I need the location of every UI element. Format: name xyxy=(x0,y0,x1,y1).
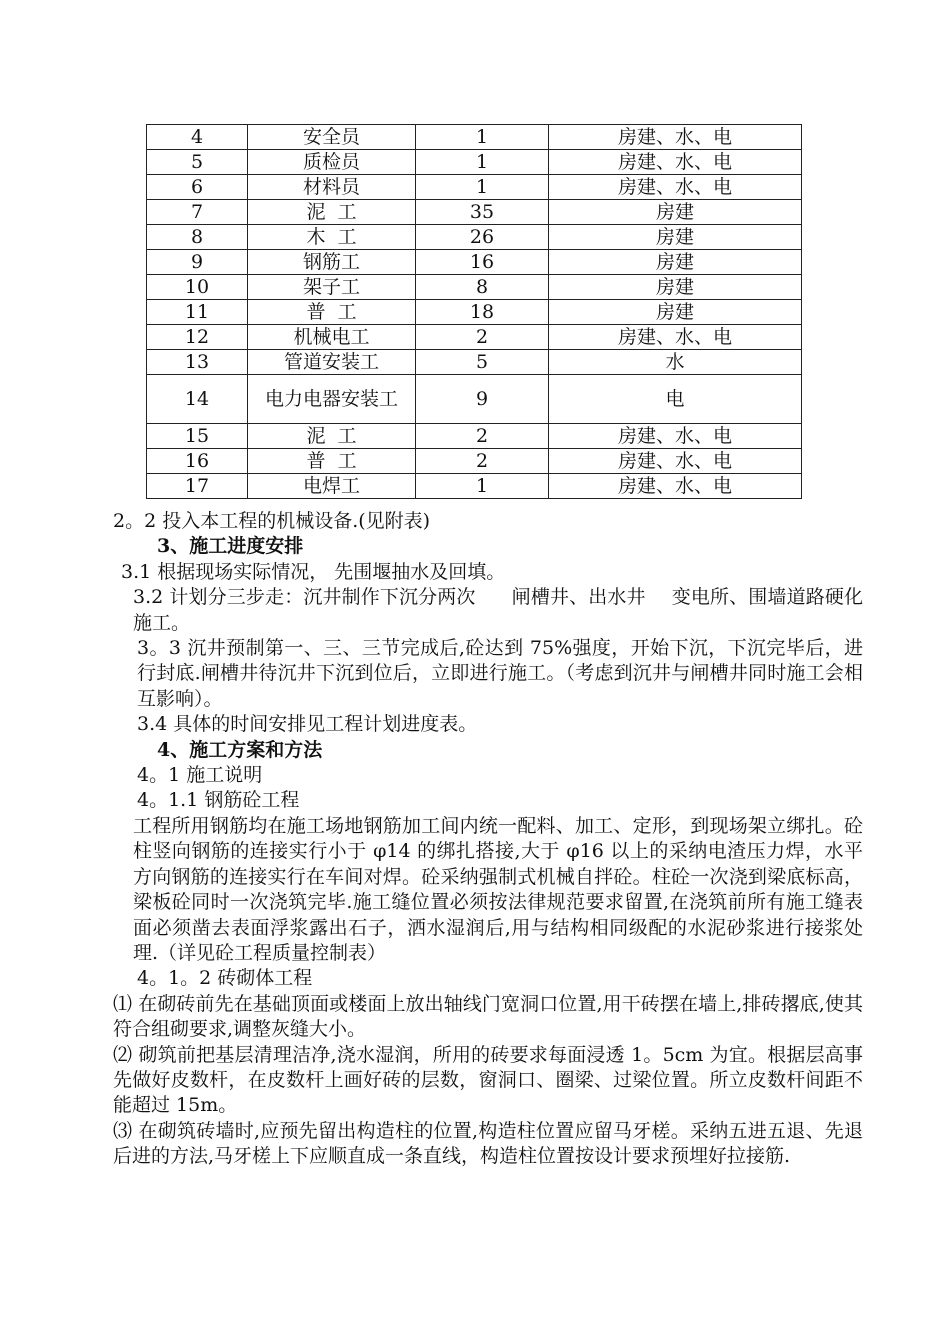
staff-table-body xyxy=(147,125,802,499)
cell-count: 18 xyxy=(416,300,549,325)
table-row xyxy=(147,474,802,499)
cell-number: 5 xyxy=(147,150,248,175)
cell-count: 16 xyxy=(416,250,549,275)
cell-count: 35 xyxy=(416,200,549,225)
cell-number: 6 xyxy=(147,175,248,200)
cell-role: 机械电工 xyxy=(248,325,416,350)
section-3-2-part1: 3.2 计划分三步走：沉井制作下沉分两次 xyxy=(133,586,476,609)
cell-number: 14 xyxy=(147,375,248,424)
cell-scope: 房建、水、电 xyxy=(549,125,802,150)
cell-scope: 房建 xyxy=(549,225,802,250)
section-3-3: 3。3 沉井预制第一、三、三节完成后,砼达到 75%强度，开始下沉，下沉完毕后，进行封底.闸槽井待沉井下沉到位后，立即进行施工。（考虑到沉井与闸槽井同时施工会相互影响）。 xyxy=(137,637,863,710)
section-3-4: 3.4 具体的时间安排见工程计划进度表。 xyxy=(137,713,478,736)
cell-count: 1 xyxy=(416,150,549,175)
cell-scope: 房建、水、电 xyxy=(549,175,802,200)
cell-scope: 房建 xyxy=(549,250,802,275)
cell-role: 安全员 xyxy=(248,125,416,150)
cell-number: 16 xyxy=(147,449,248,474)
cell-number: 12 xyxy=(147,325,248,350)
cell-number: 15 xyxy=(147,424,248,449)
cell-scope: 房建 xyxy=(549,300,802,325)
section-3-2 xyxy=(113,585,863,636)
table-row xyxy=(147,175,802,200)
cell-role: 管道安装工 xyxy=(248,350,416,375)
section-2-2: 2。2 投入本工程的机械设备.(见附表) xyxy=(113,510,431,532)
cell-number: 13 xyxy=(147,350,248,375)
list-item-1: ⑴ 在砌砖前先在基础顶面或楼面上放出轴线门宽洞口位置,用干砖摆在墙上,排砖撂底,使其符合组砌要求,调整灰缝大小。 xyxy=(113,992,863,1041)
cell-role: 架子工 xyxy=(248,275,416,300)
table-row xyxy=(147,250,802,275)
cell-count: 1 xyxy=(416,175,549,200)
document-body xyxy=(113,509,863,1170)
cell-scope: 房建、水、电 xyxy=(549,325,802,350)
cell-count: 5 xyxy=(416,350,549,375)
cell-scope: 房建、水、电 xyxy=(549,474,802,499)
cell-count: 9 xyxy=(416,375,549,424)
section-3-1: 3.1 根据现场实际情况， 先围堰抽水及回填。 xyxy=(121,560,506,583)
cell-role: 电力电器安装工 xyxy=(248,375,416,424)
cell-number: 4 xyxy=(147,125,248,150)
cell-count: 2 xyxy=(416,325,549,350)
cell-number: 17 xyxy=(147,474,248,499)
cell-count: 1 xyxy=(416,474,549,499)
cell-scope: 房建、水、电 xyxy=(549,449,802,474)
cell-number: 7 xyxy=(147,200,248,225)
cell-scope: 房建 xyxy=(549,200,802,225)
cell-role: 普 工 xyxy=(248,300,416,325)
staff-table xyxy=(146,124,802,499)
cell-scope: 水 xyxy=(549,350,802,375)
table-row xyxy=(147,375,802,424)
table-row xyxy=(147,225,802,250)
table-row xyxy=(147,300,802,325)
cell-role: 钢筋工 xyxy=(248,250,416,275)
section-4-1-2: 4。1。2 砖砌体工程 xyxy=(137,967,313,990)
paragraph-rebar-concrete: 工程所用钢筋均在施工场地钢筋加工间内统一配料、加工、定形，到现场架立绑扎。砼柱竖向钢筋的连接实行小于 φ14 的绑扎搭接,大于 φ16 以上的采纳电渣压力焊，水平方向钢筋的连接实行在车间对焊。砼采纳强制式机械自拌砼。柱砼一次浇到梁底标高，梁板砼同时一次浇筑完毕.施工缝位置必须按法律规范要求留置,在浇筑前所有施工缝表面必须凿去表面浮浆露出石子，洒水湿润后,用与结构相同级配的水泥砂浆进行接浆处理.（详见砼工程质量控制表） xyxy=(133,814,863,964)
cell-role: 泥 工 xyxy=(248,200,416,225)
table-row xyxy=(147,150,802,175)
section-3-2-part3: 变电所、围墙道路硬化施工。 xyxy=(133,586,863,634)
cell-role: 材料员 xyxy=(248,175,416,200)
cell-role: 木 工 xyxy=(248,225,416,250)
table-row xyxy=(147,275,802,300)
cell-number: 10 xyxy=(147,275,248,300)
table-row xyxy=(147,125,802,150)
cell-count: 1 xyxy=(416,125,549,150)
section-3-2-part2: 闸槽井、出水井 xyxy=(511,586,646,609)
section-4-1-1: 4。1.1 钢筋砼工程 xyxy=(137,789,300,812)
cell-number: 8 xyxy=(147,225,248,250)
table-row xyxy=(147,449,802,474)
heading-schedule: 3、施工进度安排 xyxy=(157,535,304,558)
table-row xyxy=(147,350,802,375)
cell-scope: 电 xyxy=(549,375,802,424)
cell-scope: 房建 xyxy=(549,275,802,300)
table-row xyxy=(147,200,802,225)
cell-number: 11 xyxy=(147,300,248,325)
cell-count: 2 xyxy=(416,449,549,474)
cell-count: 8 xyxy=(416,275,549,300)
cell-scope: 房建、水、电 xyxy=(549,150,802,175)
cell-number: 9 xyxy=(147,250,248,275)
heading-methods: 4、施工方案和方法 xyxy=(157,738,323,761)
cell-role: 普 工 xyxy=(248,449,416,474)
cell-role: 泥 工 xyxy=(248,424,416,449)
list-item-3: ⑶ 在砌筑砖墙时,应预先留出构造柱的位置,构造柱位置应留马牙槎。采纳五进五退、先退后进的方法,马牙槎上下应顺直成一条直线，构造柱位置按设计要求预埋好拉接筋. xyxy=(113,1119,863,1168)
table-row xyxy=(147,325,802,350)
cell-role: 电焊工 xyxy=(248,474,416,499)
section-4-1: 4。1 施工说明 xyxy=(137,764,263,787)
cell-count: 2 xyxy=(416,424,549,449)
list-item-2: ⑵ 砌筑前把基层清理洁净,浇水湿润，所用的砖要求每面浸透 1。5cm 为宜。根据层高事先做好皮数杆，在皮数杆上画好砖的层数，窗洞口、圈梁、过梁位置。所立皮数杆间距不能超过 15m。 xyxy=(113,1043,863,1117)
cell-count: 26 xyxy=(416,225,549,250)
cell-scope: 房建、水、电 xyxy=(549,424,802,449)
cell-role: 质检员 xyxy=(248,150,416,175)
table-row xyxy=(147,424,802,449)
